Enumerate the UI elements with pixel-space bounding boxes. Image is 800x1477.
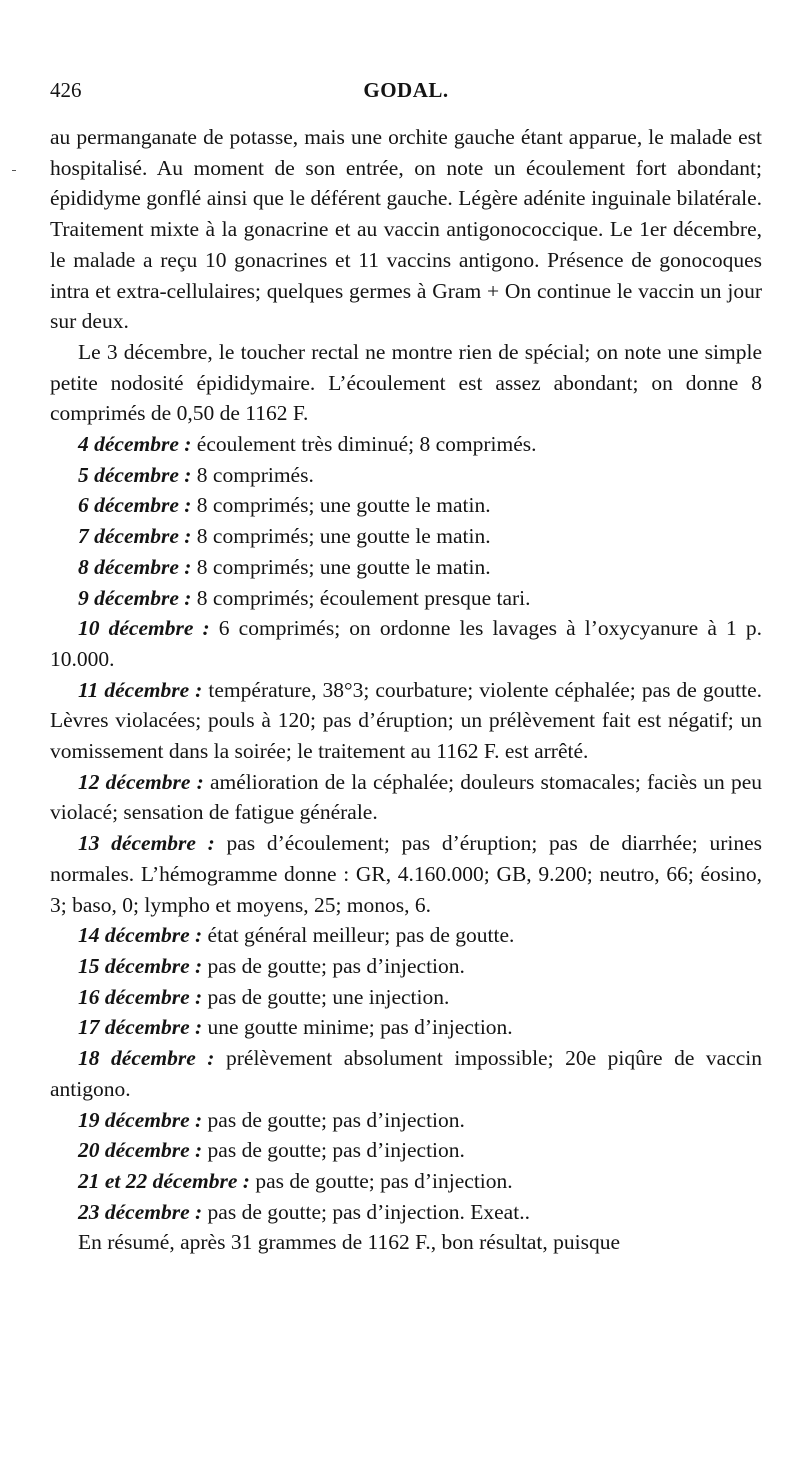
entry-text: 8 comprimés; une goutte le matin. (196, 493, 491, 518)
document-page (50, 78, 762, 1258)
paragraph (50, 1227, 762, 1258)
entry-text: une goutte minime; pas d’injection. (207, 1015, 513, 1040)
diary-entry (50, 1105, 762, 1136)
entry-date: 11 décembre : (78, 677, 203, 702)
entry-date: 10 décembre : (78, 616, 210, 641)
entry-text: état général meilleur; pas de goutte. (207, 923, 515, 948)
entry-text: température, 38°3; courbature; violente céphalée; pas de goutte. Lèvres violacées; pouls à 120; pas d’éruption; un prélèvement fait est négatif; un vomissement dans la soirée; le traitement au 1162 F. est arrêté. (50, 677, 763, 764)
entry-date: 17 décembre : (78, 1015, 203, 1040)
entry-date: 23 décembre : (78, 1199, 203, 1224)
diary-entry (50, 460, 762, 491)
diary-entry (50, 613, 762, 674)
entry-text: pas de goutte; une injection. (207, 984, 450, 1009)
paragraph-text: En résumé, après 31 grammes de 1162 F., bon résultat, puisque (78, 1230, 621, 1255)
diary-entry (50, 951, 762, 982)
entry-text: amélioration de la céphalée; douleurs stomacales; faciès un peu violacé; sensation de fatigue générale. (50, 769, 763, 825)
entry-text: pas de goutte; pas d’injection. (207, 1138, 465, 1163)
running-title: GODAL. (363, 78, 449, 102)
diary-entry (50, 1135, 762, 1166)
diary-entry (50, 767, 762, 828)
entry-text: 8 comprimés; une goutte le matin. (196, 554, 491, 579)
paragraph (50, 337, 762, 429)
entry-date: 19 décembre : (78, 1107, 203, 1132)
margin-mark (12, 170, 16, 171)
entry-text: 8 comprimés; écoulement presque tari. (196, 585, 531, 610)
entry-text: pas d’écoulement; pas d’éruption; pas de diarrhée; urines normales. L’hémogramme donne : GR, 4.160.000; GB, 9.200; neutro, 66; éosino, 3; baso, 0; lympho et moyens, 25; monos, 6. (50, 831, 763, 917)
entry-date: 7 décembre : (78, 524, 192, 549)
paragraph (50, 122, 762, 337)
entry-text: pas de goutte; pas d’injection. (207, 1107, 465, 1132)
entry-text: écoulement très diminué; 8 comprimés. (196, 432, 537, 457)
diary-entry (50, 828, 762, 920)
diary-entry (50, 1166, 762, 1197)
entry-date: 13 décembre : (78, 831, 215, 856)
entry-date: 18 décembre : (78, 1046, 215, 1071)
diary-entry (50, 583, 762, 614)
diary-entry (50, 920, 762, 951)
diary-entry (50, 429, 762, 460)
page-number: 426 (50, 78, 82, 102)
entry-text: 8 comprimés. (196, 462, 314, 487)
entry-date: 14 décembre : (78, 923, 203, 948)
diary-entry (50, 1197, 762, 1228)
diary-entry (50, 521, 762, 552)
entry-text: pas de goutte; pas d’injection. Exeat.. (207, 1199, 530, 1224)
entry-date: 21 et 22 décembre : (78, 1168, 250, 1193)
diary-entry (50, 1012, 762, 1043)
diary-entry (50, 982, 762, 1013)
diary-entry (50, 1043, 762, 1104)
entry-date: 6 décembre : (78, 493, 192, 518)
entry-date: 16 décembre : (78, 984, 203, 1009)
entry-text: pas de goutte; pas d’injection. (255, 1168, 513, 1193)
diary-entry (50, 490, 762, 521)
entry-date: 8 décembre : (78, 554, 192, 579)
diary-entry (50, 675, 762, 767)
paragraph-text: au permanganate de potasse, mais une orchite gauche étant apparue, le malade est hospitalisé. Au moment de son entrée, on note un écoulement fort abondant; épididyme gonflé ainsi que le déférent gauche. Légère adénite inguinale bilatérale. Traitement mixte à la gonacrine et au vaccin antigonococcique. Le 1er décembre, le malade a reçu 10 gonacrines et 11 vaccins antigono. Présence de gonocoques intra et extra-cellulaires; quelques germes à Gram + On continue le vaccin un jour sur deux. (50, 125, 762, 334)
entry-text: prélèvement absolument impossible; 20e piqûre de vaccin antigono. (50, 1046, 763, 1101)
entry-text: 6 comprimés; on ordonne les lavages à l’oxycyanure à 1 p. 10.000. (50, 616, 762, 671)
entry-date: 12 décembre : (78, 769, 204, 794)
body-text (50, 122, 762, 1258)
entry-text: 8 comprimés; une goutte le matin. (196, 524, 491, 549)
entry-date: 15 décembre : (78, 953, 203, 978)
diary-entry (50, 552, 762, 583)
paragraph-text: Le 3 décembre, le toucher rectal ne montre rien de spécial; on note une simple petite nodosité épididymaire. L’écoulement est assez abondant; on donne 8 comprimés de 0,50 de 1162 F. (50, 339, 762, 426)
entry-date: 4 décembre : (78, 432, 192, 457)
page-header (50, 78, 762, 108)
entry-date: 9 décembre : (78, 585, 192, 610)
entry-date: 5 décembre : (78, 462, 192, 487)
entry-text: pas de goutte; pas d’injection. (207, 953, 465, 978)
entry-date: 20 décembre : (78, 1138, 203, 1163)
